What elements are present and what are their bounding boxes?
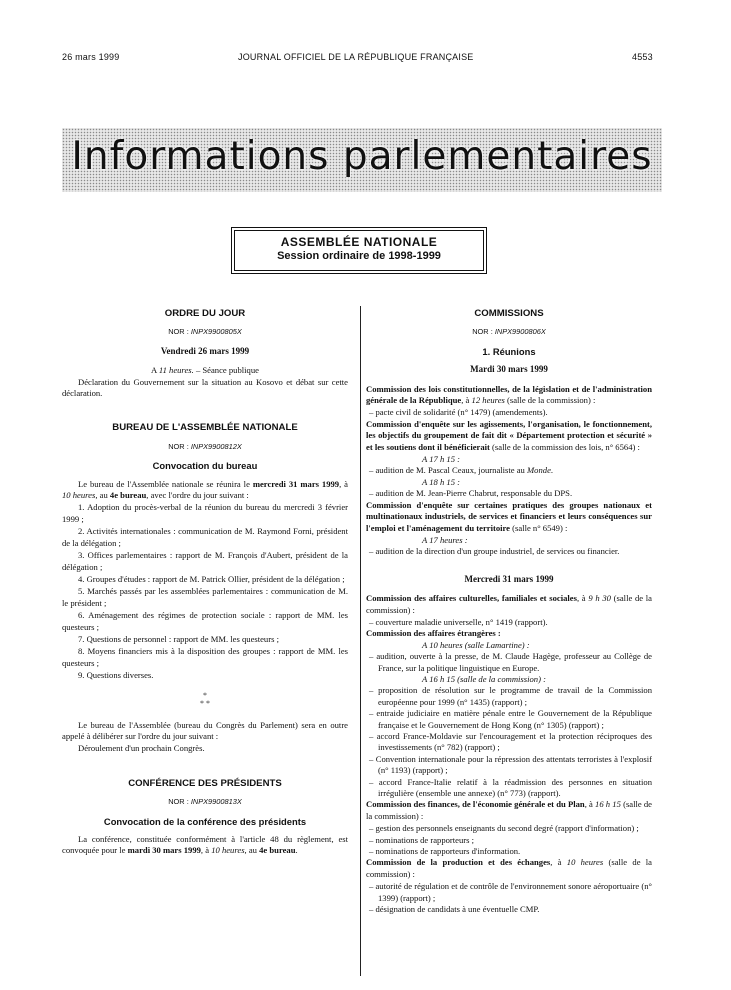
nor-reference: NOR : INPX9900813X (168, 797, 242, 807)
bureau-intro: Le bureau de l'Assemblée nationale se réunira le mercredi 31 mars 1999, à 10 heures, au 4e bureau, avec l'ordre du jour suivant : (62, 478, 348, 501)
list-item: – accord France-Italie relatif à la réadmission des personnes en situation irrégulière (ensemble une annexe) (n° 773) (rapport). (369, 776, 652, 799)
list-item: 6. Aménagement des régimes de protection sociale : rapport de MM. les questeurs ; (62, 610, 348, 632)
nor-reference: NOR : INPX9900812X (168, 441, 242, 451)
commission-entry: Commission d'enquête sur certaines pratiques des groupes nationaux et multinationaux industriels, de services et financiers et leurs conséquences sur l'emploi et l'aménagement du territoire (salle n° 6549) : (366, 499, 652, 533)
bureau-heading: BUREAU DE L'ASSEMBLÉE NATIONALE (112, 422, 298, 434)
list-item: – audition, ouverte à la presse, de M. Claude Hagège, professeur au Collège de France, sur la politique linguistique en Europe. (369, 651, 652, 673)
list-item: – proposition de résolution sur le programme de travail de la Commission européenne pour 1999 (n° 1435) (rapport) ; (369, 685, 652, 707)
conference-heading: CONFÉRENCE DES PRÉSIDENTS (128, 777, 282, 789)
list-item: – entraide judiciaire en matière pénale entre le Gouvernement de la République française et le Gouvernement de Hong Kong (n° 1305) (rapport) ; (369, 708, 652, 730)
meeting-time: A 16 h 15 (salle de la commission) : (422, 673, 546, 684)
left-column (62, 308, 348, 858)
commission-entry: Commission des affaires étrangères : (366, 628, 501, 639)
list-item: – autorité de régulation et de contrôle de l'environnement sonore aéroportuaire (n° 1399) (rapport) ; (369, 881, 652, 903)
meeting-time: A 17 h 15 : (422, 454, 461, 465)
assemblee-title: ASSEMBLÉE NATIONALE (280, 235, 438, 249)
nor-reference: NOR : INPX9900805X (168, 327, 242, 337)
meeting-time: A 18 h 15 : (422, 476, 461, 487)
ordre-du-jour-heading: ORDRE DU JOUR (164, 308, 246, 319)
list-item: 1. Adoption du procès-verbal de la réunion du bureau du mercredi 3 février 1999 ; (62, 502, 348, 524)
list-item: – nominations de rapporteurs ; (369, 834, 475, 845)
list-item: – audition de la direction d'un groupe industriel, de services ou financier. (369, 546, 620, 557)
session-date: Mardi 30 mars 1999 (470, 364, 548, 375)
commissions-heading: COMMISSIONS (474, 308, 544, 319)
nor-reference: NOR : INPX9900806X (472, 327, 546, 337)
commission-entry: Commission des finances, de l'économie générale et du Plan, à 16 h 15 (salle de la commission) : (366, 799, 652, 821)
list-item: 4. Groupes d'études : rapport de M. Patrick Ollier, président de la délégation ; (78, 573, 345, 584)
conference-subheading: Convocation de la conférence des présidents (103, 815, 307, 827)
session-subtitle: Session ordinaire de 1998-1999 (277, 250, 441, 262)
column-divider (360, 306, 361, 976)
commission-entry: Commission d'enquête sur les agissements, l'organisation, le fonctionnement, les objectifs du groupement de fait dit « Département protection et sécurité » et les soutiens dont il bénéficierait (salle de la commission des lois, n° 6564) : (366, 418, 652, 452)
header-page-number: 4553 (632, 52, 653, 62)
list-item: – accord France-Moldavie sur l'encouragement et la protection réciproques des investissements (n° 782) (rapport) ; (369, 731, 652, 753)
commission-entry: Commission des lois constitutionnelles, de la législation et de l'administration générale de la République, à 12 heures (salle de la commission) : (366, 383, 652, 406)
list-item: – nominations de rapporteurs d'information. (369, 846, 521, 857)
seance-time: A 11 heures. – Séance publique (151, 365, 259, 376)
list-item: 8. Moyens financiers mis à la disposition des groupes : rapport de MM. les questeurs ; (62, 646, 348, 668)
list-item: – couverture maladie universelle, n° 1419 (rapport). (369, 616, 548, 627)
congres-item: Déroulement d'un prochain Congrès. (78, 743, 205, 754)
header-date: 26 mars 1999 (62, 52, 120, 62)
ordre-text: Déclaration du Gouvernement sur la situation au Kosovo et débat sur cette déclaration. (62, 376, 348, 399)
meeting-time: A 17 heures : (422, 534, 468, 545)
assemblee-box (231, 227, 487, 274)
session-date: Mercredi 31 mars 1999 (464, 573, 554, 584)
list-item: – pacte civil de solidarité (n° 1479) (amendements). (369, 407, 548, 418)
header-journal: JOURNAL OFFICIEL DE LA RÉPUBLIQUE FRANÇAISE (238, 52, 474, 62)
session-date: Vendredi 26 mars 1999 (160, 345, 250, 356)
list-item: – gestion des personnels enseignants du second degré (rapport d'information) ; (369, 823, 639, 834)
section-separator: * * * (200, 690, 210, 708)
list-item: – Convention internationale pour la répression des attentats terroristes à l'explosif (n° 1193) (rapport) ; (369, 753, 652, 776)
commission-entry: Commission des affaires culturelles, familiales et sociales, à 9 h 30 (salle de la commission) : (366, 593, 652, 615)
list-item: – désignation de candidats à une éventuelle CMP. (369, 904, 540, 915)
congres-text: Le bureau de l'Assemblée (bureau du Congrès du Parlement) sera en outre appelé à délibérer sur l'ordre du jour suivant : (62, 719, 348, 741)
list-item: 9. Questions diverses. (78, 670, 154, 681)
reunions-subheading: 1. Réunions (482, 345, 536, 357)
commission-entry: Commission de la production et des échanges, à 10 heures (salle de la commission) : (366, 857, 652, 879)
list-item: 7. Questions de personnel : rapport de MM. les questeurs ; (78, 633, 279, 644)
list-item: – audition de M. Pascal Ceaux, journaliste au Monde. (369, 465, 554, 476)
right-column (366, 308, 652, 916)
conference-text: La conférence, constituée conformément à l'article 48 du règlement, est convoquée pour le mardi 30 mars 1999, à 10 heures, au 4e bureau. (62, 834, 348, 856)
list-item: – audition de M. Jean-Pierre Chabrut, responsable du DPS. (369, 488, 573, 499)
list-item: 2. Activités internationales : communication de M. Raymond Forni, président de la délégation ; (62, 526, 348, 548)
banner-title: Informations parlementaires (71, 134, 653, 179)
bureau-subheading: Convocation du bureau (152, 460, 258, 472)
list-item: 3. Offices parlementaires : rapport de M. François d'Aubert, président de la délégation ; (62, 550, 348, 572)
meeting-time: A 10 heures (salle Lamartine) : (422, 639, 530, 650)
list-item: 5. Marchés passés par les assemblées parlementaires : communication de M. le président ; (62, 586, 348, 608)
